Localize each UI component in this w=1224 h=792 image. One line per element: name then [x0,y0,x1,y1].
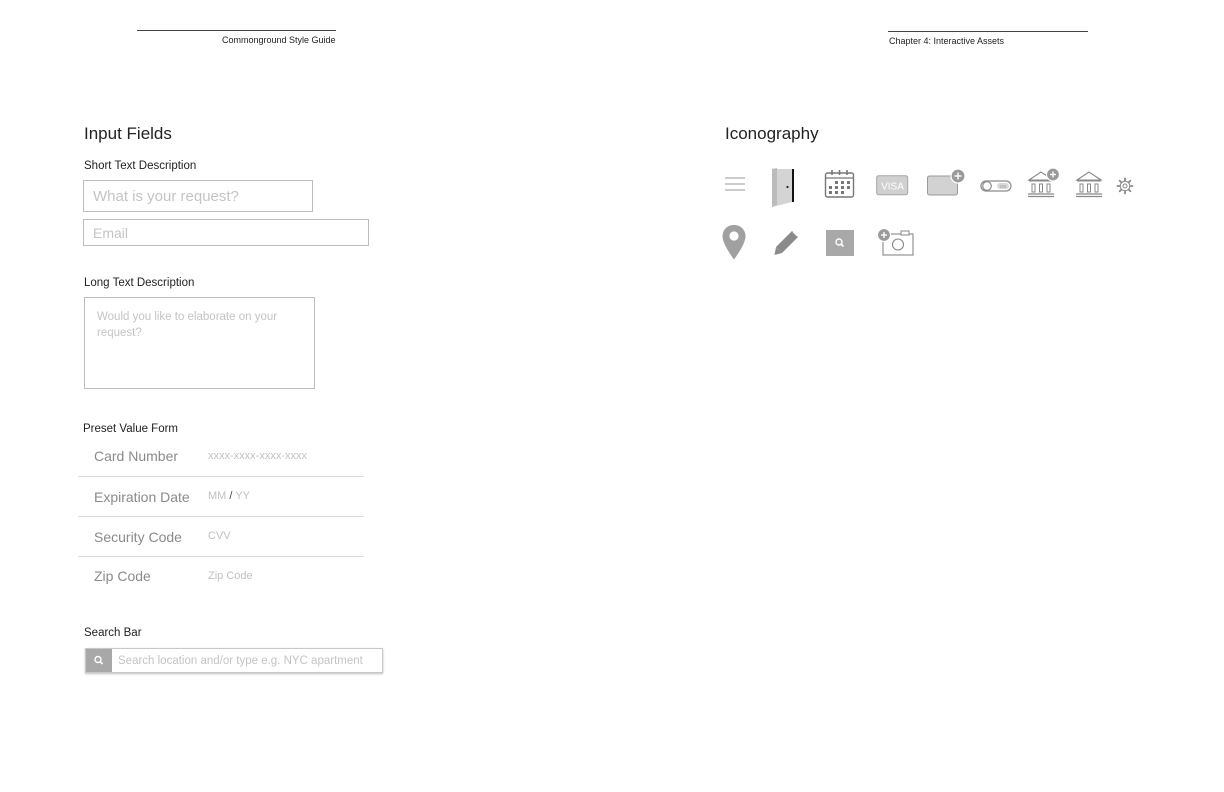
preset-form-label: Preset Value Form [83,423,179,435]
add-photo-icon[interactable] [876,227,916,257]
expiration-date-row[interactable] [78,477,364,517]
header-left-title: Commonground Style Guide [222,35,336,45]
bank-icon[interactable] [1075,170,1103,198]
request-input[interactable] [83,180,313,212]
zip-code-label: Zip Code [94,568,151,584]
search-button[interactable] [86,649,112,672]
card-number-value[interactable]: xxxx-xxxx-xxxx-xxxx [208,450,307,462]
toggle-icon[interactable] [980,179,1012,193]
expiration-year: YY [235,490,250,502]
search-icon [86,649,112,672]
iconography-title: Iconography [725,124,819,143]
zip-code-row[interactable] [78,557,364,597]
gear-icon[interactable] [1116,177,1134,195]
pencil-icon[interactable] [773,229,800,256]
toggle-text: ON [999,184,1007,189]
header-right-rule [888,31,1088,32]
search-bar-label: Search Bar [84,627,142,639]
expiration-date-value[interactable] [208,490,250,502]
hamburger-menu-icon[interactable] [724,176,746,192]
visa-card-icon[interactable] [876,175,909,196]
header-right-title: Chapter 4: Interactive Assets [889,36,1005,46]
expiration-date-label: Expiration Date [94,489,190,505]
card-number-row[interactable] [78,437,364,477]
add-bank-icon[interactable] [1027,167,1063,199]
visa-text: VISA [881,181,904,193]
add-card-icon[interactable] [926,168,968,198]
security-code-value[interactable]: CVV [208,530,231,542]
zip-code-value[interactable]: Zip Code [208,570,253,582]
card-number-label: Card Number [94,448,179,464]
short-text-label: Short Text Description [84,160,197,172]
security-code-label: Security Code [94,529,182,545]
expiration-separator: / [229,490,233,502]
search-icon-tile[interactable] [826,230,854,256]
security-code-row[interactable] [78,517,364,557]
elaborate-textarea[interactable] [84,297,315,389]
search-input[interactable] [114,649,388,672]
search-bar [85,648,383,673]
calendar-icon[interactable] [824,169,855,199]
input-fields-title: Input Fields [84,124,172,143]
search-icon [826,230,854,256]
expiration-month: MM [208,490,227,502]
email-input[interactable] [83,219,369,246]
long-text-label: Long Text Description [84,277,195,289]
location-pin-icon[interactable] [721,224,747,261]
header-left-rule [137,30,336,31]
door-icon[interactable] [770,167,798,209]
